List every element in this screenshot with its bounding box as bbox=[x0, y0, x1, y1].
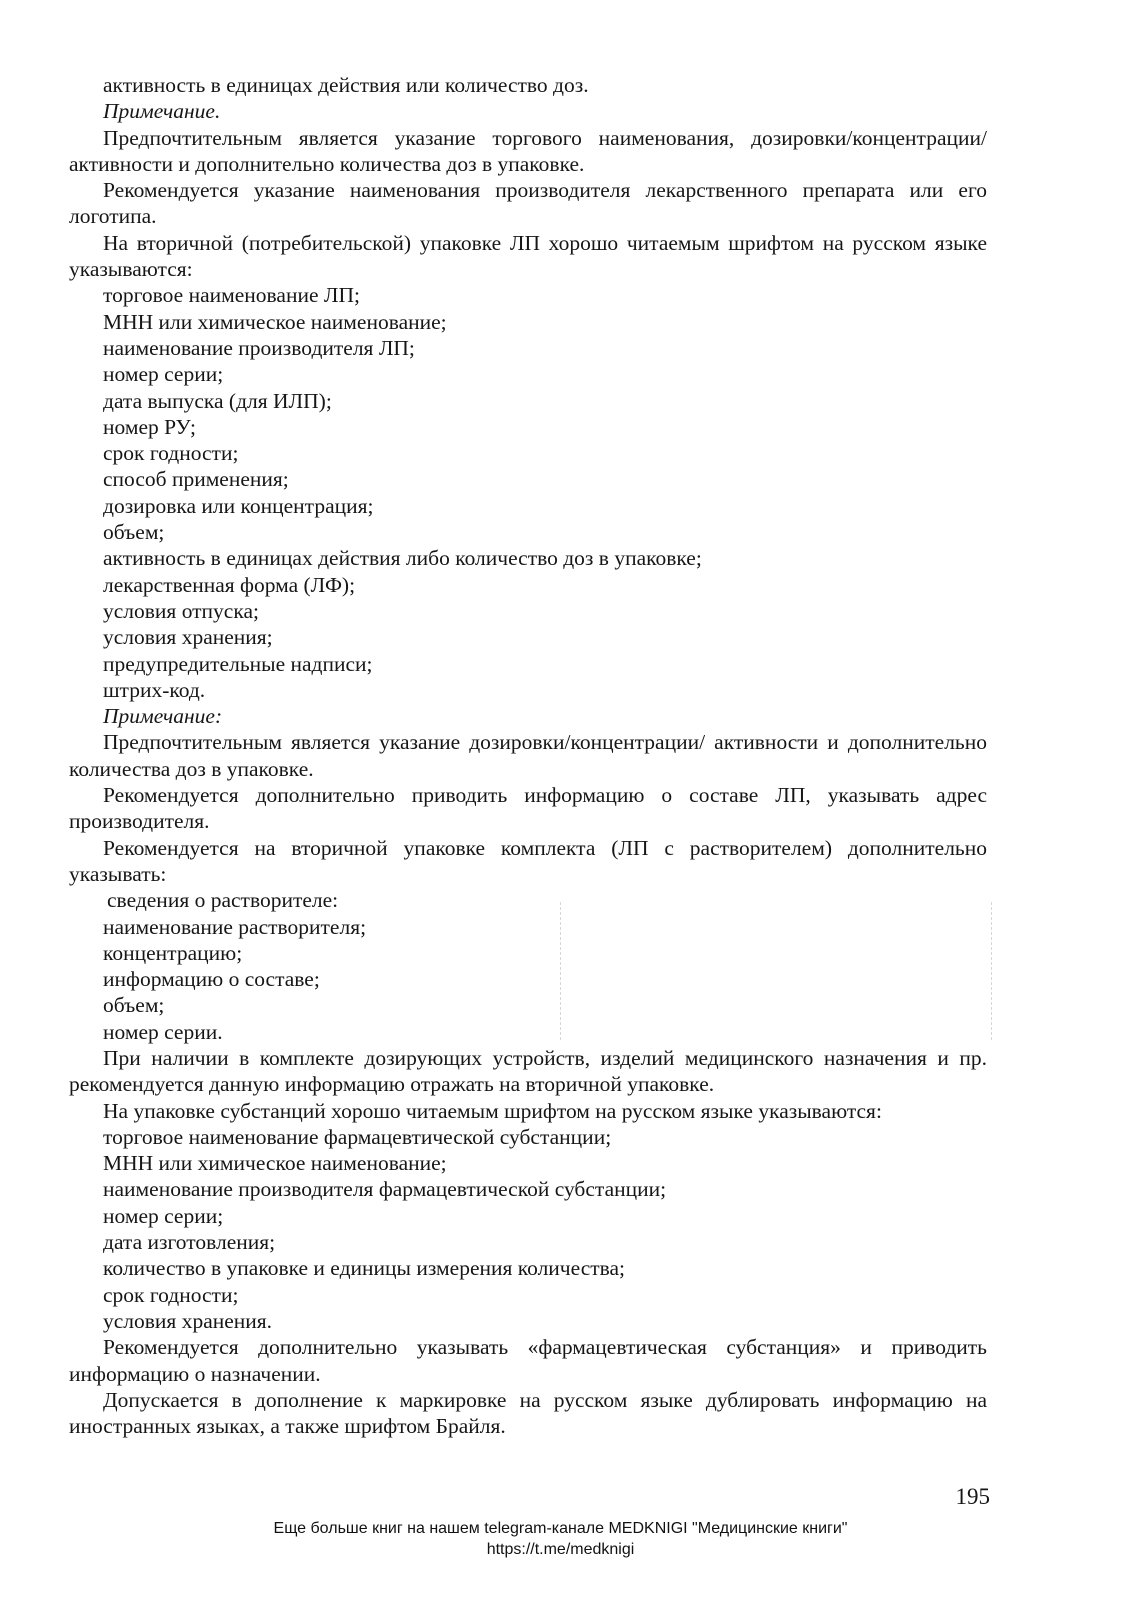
list-item: количество в упаковке и единицы измерения количества; bbox=[103, 1256, 626, 1281]
body-paragraph: Рекомендуется на вторичной упаковке комплекта (ЛП с растворителем) дополнительно указывать: bbox=[69, 835, 987, 886]
list-item: сведения о растворителе: bbox=[107, 888, 339, 913]
body-paragraph: Рекомендуется дополнительно указывать «фармацевтическая субстанция» и приводить информацию о назначении. bbox=[69, 1335, 987, 1386]
note-heading: Примечание: bbox=[103, 704, 223, 729]
list-item: объем; bbox=[103, 993, 165, 1018]
footer bbox=[0, 1518, 1121, 1560]
list-item: концентрацию; bbox=[103, 940, 243, 965]
list-item: дата изготовления; bbox=[103, 1230, 276, 1255]
list-item: номер РУ; bbox=[103, 414, 196, 439]
list-item: штрих-код. bbox=[103, 677, 206, 702]
list-item: наименование растворителя; bbox=[103, 914, 367, 939]
body-paragraph: Рекомендуется дополнительно приводить информацию о составе ЛП, указывать адрес производителя. bbox=[69, 783, 987, 834]
body-paragraph: Рекомендуется указание наименования производителя лекарственного препарата или его логотипа. bbox=[69, 178, 987, 229]
body-paragraph: При наличии в комплекте дозирующих устройств, изделий медицинского назначения и пр. рекомендуется данную информацию отражать на вторичной упаковке. bbox=[69, 1045, 987, 1097]
list-item: предупредительные надписи; bbox=[103, 651, 373, 676]
body-paragraph: На вторичной (потребительской) упаковке ЛП хорошо читаемым шрифтом на русском языке указываются: bbox=[69, 230, 987, 282]
list-item: номер серии. bbox=[103, 1019, 223, 1044]
note-heading: Примечание. bbox=[103, 99, 221, 124]
list-item: активность в единицах действия или количество доз. bbox=[103, 73, 589, 97]
list-item: МНН или химическое наименование; bbox=[103, 1151, 447, 1176]
list-item: наименование производителя ЛП; bbox=[103, 335, 415, 360]
list-item: срок годности; bbox=[103, 441, 239, 466]
list-item: торговое наименование ЛП; bbox=[103, 283, 360, 308]
list-item: дата выпуска (для ИЛП); bbox=[103, 388, 332, 413]
body-paragraph: На упаковке субстанций хорошо читаемым шрифтом на русском языке указываются: bbox=[103, 1098, 882, 1123]
list-item: лекарственная форма (ЛФ); bbox=[103, 572, 356, 597]
list-item: условия отпуска; bbox=[103, 598, 259, 623]
page-body bbox=[69, 72, 987, 1439]
list-item: наименование производителя фармацевтической субстанции; bbox=[103, 1177, 667, 1202]
list-item: торговое наименование фармацевтической субстанции; bbox=[103, 1124, 612, 1149]
list-item: способ применения; bbox=[103, 467, 289, 492]
list-item: объем; bbox=[103, 520, 165, 545]
list-item: информацию о составе; bbox=[103, 967, 320, 992]
footer-telegram-link[interactable]: https://t.me/medknigi bbox=[486, 1541, 635, 1558]
list-item: дозировка или концентрация; bbox=[103, 493, 374, 518]
body-paragraph: Допускается в дополнение к маркировке на русском языке дублировать информацию на иностранных языках, а также шрифтом Брайля. bbox=[69, 1387, 987, 1439]
page-number: 195 bbox=[955, 1484, 990, 1509]
footer-promo-text: Еще больше книг на нашем telegram-канале MEDKNIGI "Медицинские книги" bbox=[273, 1520, 848, 1537]
list-item: номер серии; bbox=[103, 1203, 224, 1228]
list-item: условия хранения. bbox=[103, 1308, 273, 1333]
list-item: МНН или химическое наименование; bbox=[103, 309, 447, 334]
list-item: срок годности; bbox=[103, 1282, 239, 1307]
list-item: активность в единицах действия либо количество доз в упаковке; bbox=[103, 546, 702, 571]
body-paragraph: Предпочтительным является указание дозировки/концентрации/ активности и дополнительно количества доз в упаковке. bbox=[69, 730, 987, 781]
list-item: номер серии; bbox=[103, 362, 224, 387]
body-paragraph: Предпочтительным является указание торгового наименования, дозировки/концентрации/активности и дополнительно количества доз в упаковке. bbox=[69, 125, 987, 176]
list-item: условия хранения; bbox=[103, 625, 273, 650]
